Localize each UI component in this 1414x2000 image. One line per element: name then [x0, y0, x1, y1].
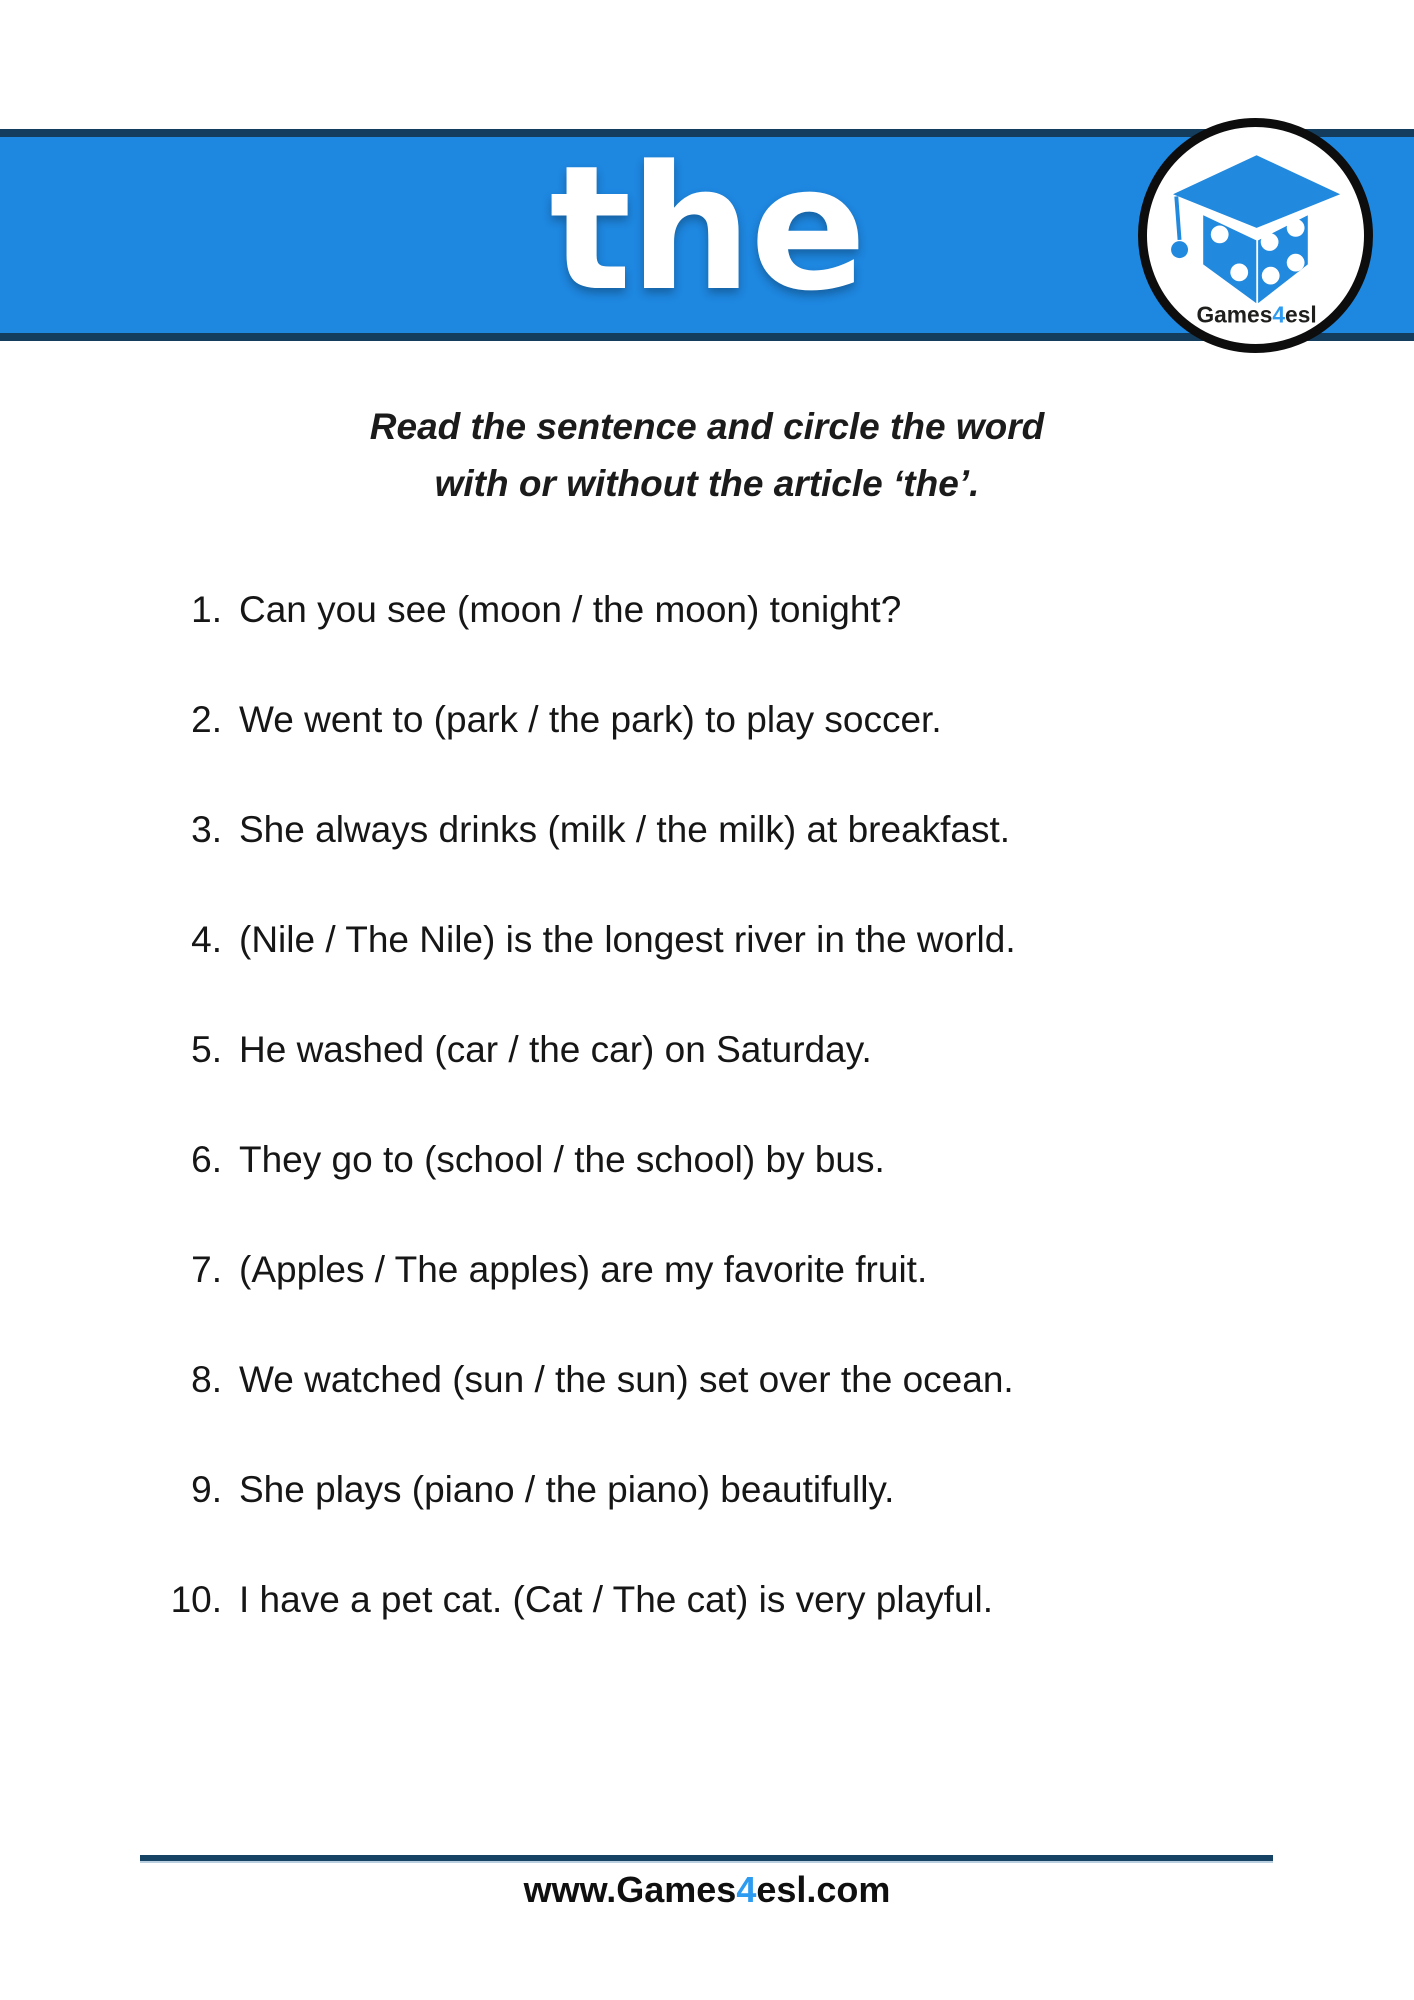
question-text: I have a pet cat. (Cat / The cat) is very playful.	[239, 1579, 994, 1620]
question-number: 10.	[170, 1579, 222, 1620]
graduation-cap-icon	[1173, 155, 1340, 228]
question-item-8	[0, 1360, 1414, 1400]
question-number: 4.	[191, 919, 222, 960]
question-text: She always drinks (milk / the milk) at breakfast.	[239, 809, 1011, 850]
question-list	[0, 590, 1414, 1690]
question-text: (Apples / The apples) are my favorite fruit.	[239, 1249, 928, 1290]
instructions	[0, 398, 1414, 512]
question-text: We went to (park / the park) to play soccer.	[239, 699, 942, 740]
question-number: 1.	[191, 589, 222, 630]
question-text: We watched (sun / the sun) set over the ocean.	[239, 1359, 1014, 1400]
question-text: (Nile / The Nile) is the longest river in the world.	[239, 919, 1016, 960]
footer-url-prefix: www.Games	[523, 1869, 737, 1910]
question-item-7	[0, 1250, 1414, 1290]
footer-divider	[140, 1855, 1273, 1861]
footer-url-suffix: esl.com	[756, 1869, 891, 1910]
question-text: They go to (school / the school) by bus.	[239, 1139, 885, 1180]
footer-url	[0, 1869, 1414, 1911]
question-item-9	[0, 1470, 1414, 1510]
instructions-line-2: with or without the article ‘the’.	[434, 463, 980, 504]
question-number: 6.	[191, 1139, 222, 1180]
instructions-line-1: Read the sentence and circle the word	[369, 406, 1045, 447]
question-number: 3.	[191, 809, 222, 850]
question-item-4	[0, 920, 1414, 960]
question-item-6	[0, 1140, 1414, 1180]
question-item-5	[0, 1030, 1414, 1070]
logo-graphic	[1147, 127, 1364, 344]
question-text: Can you see (moon / the moon) tonight?	[239, 589, 902, 630]
question-number: 7.	[191, 1249, 222, 1290]
question-number: 2.	[191, 699, 222, 740]
question-number: 9.	[191, 1469, 222, 1510]
page-title: the	[549, 128, 865, 329]
question-text: She plays (piano / the piano) beautifully.	[239, 1469, 895, 1510]
question-text: He washed (car / the car) on Saturday.	[239, 1029, 872, 1070]
question-item-2	[0, 700, 1414, 740]
question-number: 5.	[191, 1029, 222, 1070]
dice-icon	[1202, 214, 1308, 305]
tassel-icon	[1171, 196, 1188, 258]
games4esl-logo	[1138, 118, 1373, 353]
logo-brand-text: Games4esl	[1196, 301, 1317, 328]
question-number: 8.	[191, 1359, 222, 1400]
question-item-10	[0, 1580, 1414, 1620]
question-item-1	[0, 590, 1414, 630]
footer-url-number: 4	[736, 1869, 757, 1910]
question-item-3	[0, 810, 1414, 850]
